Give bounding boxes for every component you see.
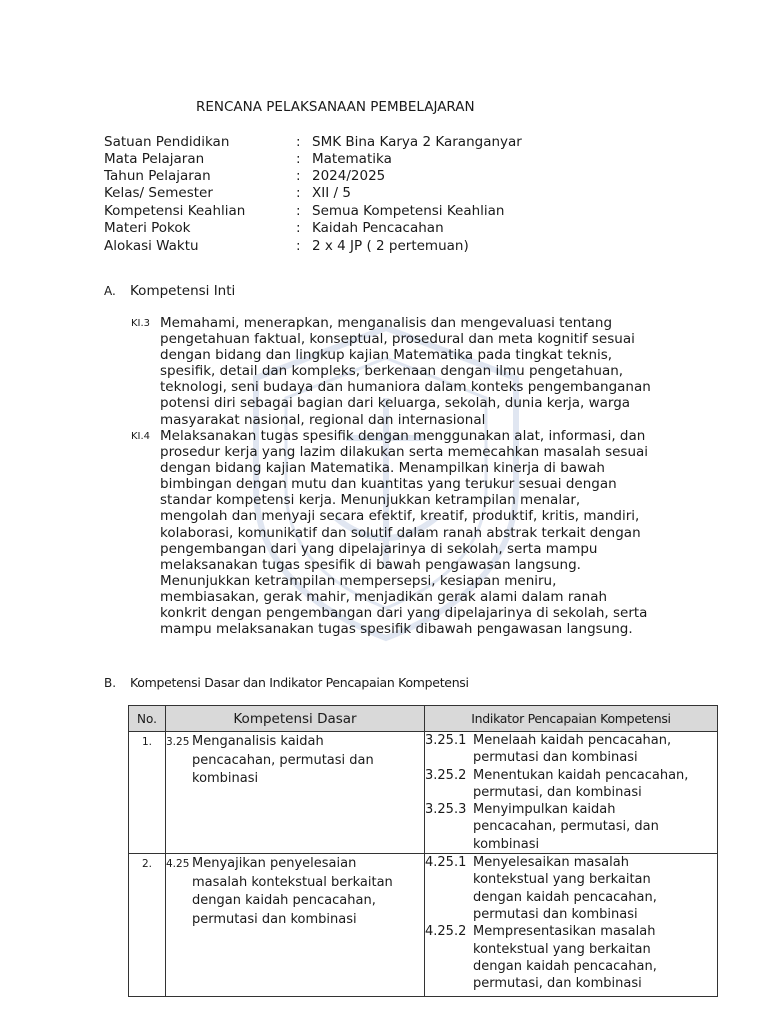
indicator-text-line: permutasi dan kombinasi [473, 906, 638, 922]
paragraph-line: Melaksanakan tugas spesifik dengan menggunakan alat, informasi, dan [160, 428, 646, 444]
identity-value: Matematika [312, 151, 392, 167]
identity-colon: : [296, 203, 301, 219]
identity-value: 2024/2025 [312, 168, 386, 184]
paragraph-line: mampu melaksanakan tugas spesifik dibawah pengawasan langsung. [160, 621, 633, 638]
indicator-item [425, 767, 717, 802]
kd-text-line: permutasi dan kombinasi [192, 911, 357, 927]
paragraph-line: potensi diri sebagai bagian dari keluarga, sekolah, dunia kerja, warga [160, 395, 631, 412]
row-number: 1. [129, 732, 166, 854]
paragraph-line: Memahami, menerapkan, menganalisis dan mengevaluasi tentang [160, 315, 613, 331]
row-number: 2. [129, 854, 166, 997]
kd-text-line: dengan kaidah pencacahan, [192, 893, 376, 909]
indicator-text-line: kontekstual yang berkaitan [473, 872, 651, 888]
table-header-row [129, 706, 718, 732]
identity-label: Satuan Pendidikan [104, 134, 230, 150]
identity-colon: : [296, 220, 301, 236]
identity-label: Alokasi Waktu [104, 238, 199, 254]
identity-value: XII / 5 [312, 185, 351, 201]
kd-text-line: masalah kontekstual berkaitan [192, 874, 393, 890]
paragraph-line: mengolah dan menyaji secara efektif, kreatif, produktif, kritis, mandiri, [160, 508, 640, 525]
indicator-number: 4.25.2 [425, 924, 467, 940]
indicator-text-line: kontekstual yang berkaitan [473, 941, 651, 957]
header-no: No. [129, 706, 166, 732]
indicator-text: Menyimpulkan kaidah [473, 802, 616, 818]
identity-value: 2 x 4 JP ( 2 pertemuan) [312, 238, 469, 254]
indicator-number: 3.25.3 [425, 802, 467, 818]
identity-label: Materi Pokok [104, 220, 191, 236]
indicator-text-line: permutasi dan kombinasi [473, 750, 638, 766]
indicator-text: Menentukan kaidah pencacahan, [473, 767, 689, 783]
indicator-number: 3.25.2 [425, 767, 467, 783]
identity-value: SMK Bina Karya 2 Karanganyar [312, 134, 522, 150]
identity-colon: : [296, 185, 301, 201]
indicator-text: Menelaah kaidah pencacahan, [473, 733, 672, 748]
indicator-item [425, 854, 717, 923]
ki4-label: KI.4 [131, 431, 151, 442]
header-ipk: Indikator Pencapaian Kompetensi [425, 706, 718, 732]
paragraph-line: melaksanakan tugas spesifik di bawah pengawasan langsung. [160, 556, 581, 573]
table-row [129, 854, 718, 997]
identity-colon: : [296, 168, 301, 184]
indicator-text-line: dengan kaidah pencacahan, [473, 889, 657, 905]
kd-text-line: kombinasi [192, 771, 259, 786]
indicator-cell [425, 854, 718, 997]
indicator-text-line: kombinasi [473, 836, 540, 852]
paragraph-line: standar kompetensi kerja. Menunjukkan ketrampilan menalar, [160, 492, 581, 509]
identity-label: Kompetensi Keahlian [104, 203, 246, 219]
indicator-cell [425, 732, 718, 854]
document-title: RENCANA PELAKSANAAN PEMBELAJARAN [196, 99, 475, 115]
paragraph-line: teknologi, seni budaya dan humaniora dalam konteks pengembanganan [160, 379, 651, 396]
table-row [129, 732, 718, 854]
identity-colon: : [296, 151, 301, 167]
paragraph-line: masyarakat nasional, regional dan internasional [160, 411, 486, 428]
kd-number: 4.25 [166, 858, 190, 871]
identity-label: Tahun Pelajaran [104, 168, 211, 184]
indicator-item [425, 732, 717, 767]
indicator-text: Menyelesaikan masalah [473, 855, 629, 871]
kd-text-line: pencacahan, permutasi dan [192, 752, 374, 768]
kd-number: 3.25 [166, 736, 190, 748]
paragraph-line: pengetahuan faktual, konseptual, prosedural dan meta kognitif sesuai [160, 331, 635, 348]
paragraph-line: dengan bidang dan lingkup kajian Matematika pada tingkat teknis, [160, 347, 613, 364]
paragraph-line: prosedur kerja yang lazim dilakukan serta memecahkan masalah sesuai [160, 444, 649, 461]
indicator-text-line: dengan kaidah pencacahan, [473, 958, 657, 974]
kd-cell [166, 732, 425, 854]
identity-value: Semua Kompetensi Keahlian [312, 203, 505, 219]
identity-colon: : [296, 134, 301, 150]
indicator-number: 3.25.1 [425, 733, 467, 748]
header-kd: Kompetensi Dasar [166, 706, 425, 732]
paragraph-line: dengan bidang kajian Matematika. Menampilkan kinerja di bawah [160, 460, 605, 477]
section-b-letter: B. [104, 676, 117, 690]
indicator-text-line: permutasi, dan kombinasi [473, 976, 642, 992]
paragraph-line: pengembangan dari yang dipelajarinya di sekolah, serta mampu [160, 540, 598, 557]
section-a-title: Kompetensi Inti [130, 283, 236, 299]
kd-table [128, 705, 718, 997]
identity-colon: : [296, 238, 301, 254]
section-b-title: Kompetensi Dasar dan Indikator Pencapaian Kompetensi [130, 675, 469, 690]
indicator-text-line: pencacahan, permutasi, dan [473, 819, 659, 835]
ki4-paragraph [160, 428, 673, 637]
identity-label: Mata Pelajaran [104, 151, 205, 167]
ki3-paragraph [160, 315, 673, 428]
kd-text-line: Menyajikan penyelesaian [192, 856, 357, 872]
identity-label: Kelas/ Semester [104, 185, 213, 201]
ki3-label: KI.3 [131, 318, 151, 329]
indicator-text-line: permutasi, dan kombinasi [473, 784, 642, 800]
identity-value: Kaidah Pencacahan [312, 220, 444, 236]
kd-text-line: Menganalisis kaidah [192, 734, 324, 749]
paragraph-line: membiasakan, gerak mahir, menjadikan gerak alami dalam ranah [160, 588, 608, 605]
indicator-text: Mempresentasikan masalah [473, 924, 656, 940]
section-a-letter: A. [104, 284, 116, 298]
kd-cell [166, 854, 425, 997]
indicator-item [425, 923, 717, 992]
paragraph-line: bimbingan dengan mutu dan kuantitas yang terukur sesuai dengan [160, 476, 617, 493]
paragraph-line: Menunjukkan ketrampilan mempersepsi, kesiapan meniru, [160, 572, 557, 589]
paragraph-line: konkrit dengan pengembangan dari yang dipelajarinya di sekolah, serta [160, 605, 648, 622]
paragraph-line: spesifik, detail dan kompleks, berkenaan dengan ilmu pengetahuan, [160, 363, 624, 380]
indicator-number: 4.25.1 [425, 855, 467, 871]
indicator-item [425, 801, 717, 853]
paragraph-line: kolaborasi, komunikatif dan solutif dalam ranah abstrak terkait dengan [160, 524, 641, 541]
